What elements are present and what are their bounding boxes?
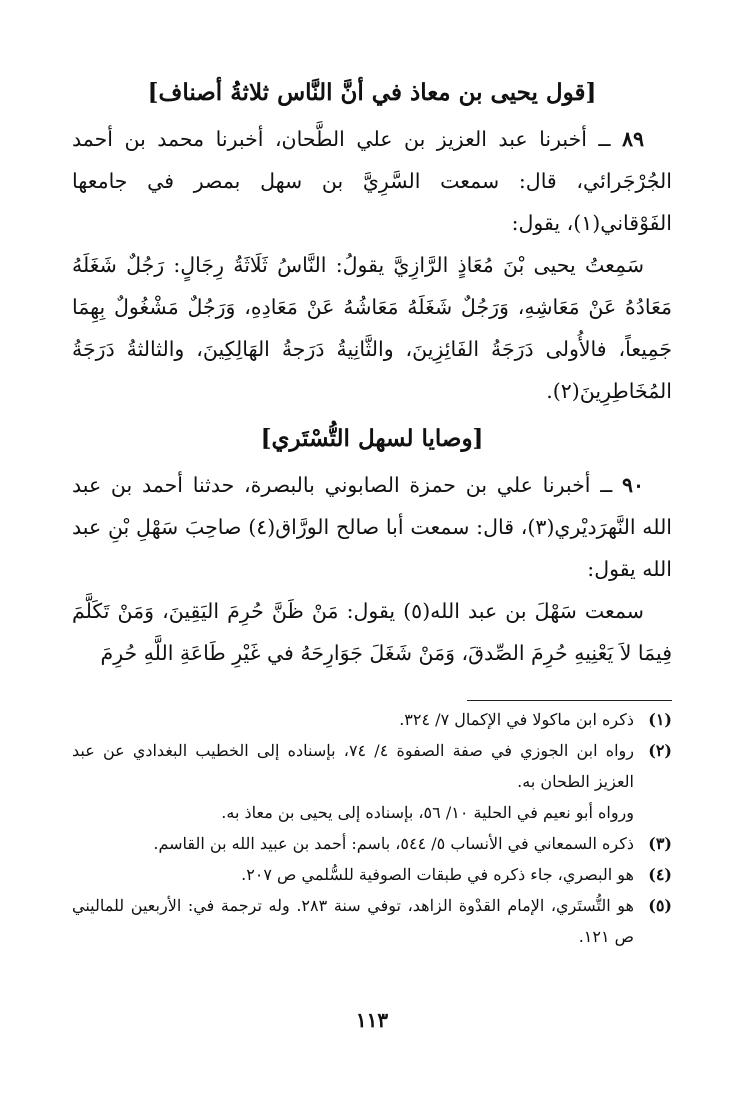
paragraph-90-isnad — [72, 464, 672, 590]
paragraph-89-quote: سَمِعتُ يحيى بْنَ مُعَاذٍ الرَّازِيَّ يقولُ: النَّاسُ ثَلَاثَةُ رِجَالٍ: رَجُلٌ شَغَلَهُ مَعَادُهُ عَنْ مَعَاشِهِ، وَرَجُلٌ شَغَلَهُ مَعَاشُهُ عَنْ مَعَادِهِ، وَرَجُلٌ مَشْغُولٌ بِهِمَا جَمِيعاً، فالأُولى دَرَجَةُ الفَائِزِينَ، والثَّانِيةُ دَرَجةُ الهَالِكِينَ، والثالثةُ دَرَجَةُ المُخَاطِرِينَ(٢). — [72, 253, 672, 403]
paragraph-number-89: ٨٩ — [621, 127, 644, 151]
footnote-4 — [72, 859, 672, 890]
book-page — [72, 72, 672, 1072]
footnote-text: هو التُّستَري، الإمام القدْوة الزاهد، توفي سنة ٢٨٣. وله ترجمة في: الأربعين للماليني ص ١٢١. — [72, 896, 634, 946]
footnote-2-continued — [72, 797, 672, 828]
paragraph-number-90: ٩٠ — [621, 473, 644, 497]
paragraph-89-isnad — [72, 118, 672, 244]
footnote-number: (١) — [648, 710, 672, 729]
footnote-5 — [72, 890, 672, 952]
section-heading-sahl: [وصايا لسهل التُّسْتَري] — [260, 425, 484, 452]
footnotes — [72, 704, 672, 952]
footnote-1 — [72, 704, 672, 735]
page-number: ١١٣ — [355, 1008, 389, 1032]
footnote-text: ذكره السمعاني في الأنساب ٥/ ٥٤٤، باسم: أحمد بن عبيد الله بن القاسم. — [153, 834, 634, 853]
footnote-text: ذكره ابن ماكولا في الإكمال ٧/ ٣٢٤. — [399, 710, 634, 729]
footnote-text: هو البصري، جاء ذكره في طبقات الصوفية للسُّلمي ص ٢٠٧. — [241, 865, 634, 884]
footnote-number: (٥) — [648, 896, 672, 915]
footnote-number: (٣) — [648, 834, 672, 853]
paragraph-90-text: ــ أخبرنا علي بن حمزة الصابوني بالبصرة، حدثنا أحمد بن عبد الله النَّهرَديْري(٣)، قال: سمعت أبا صالح الورَّاق(٤) صاحِبَ سَهْلِ بْنِ عبد الله يقول: — [72, 473, 673, 581]
paragraph-90-quote: سمعت سَهْلَ بن عبد الله(٥) يقول: مَنْ ظَنَّ حُرِمَ اليَقِينَ، وَمَنْ تَكَلَّمَ فِيمَا لاَ يَعْنِيهِ حُرِمَ الصِّدقَ، وَمَنْ شَغَلَ جَوَارِحَهُ في غَيْرِ طَاعَةِ اللَّهِ حُرِمَ — [72, 599, 672, 665]
footnote-text: رواه ابن الجوزي في صفة الصفوة ٤/ ٧٤، بإسناده إلى الخطيب البغدادي عن عبد العزيز الطحان به. — [72, 741, 635, 791]
footnote-number: (٤) — [648, 865, 672, 884]
footnote-2 — [72, 735, 672, 797]
footnote-number: (٢) — [648, 741, 672, 760]
footnote-divider — [467, 700, 672, 701]
footnote-3 — [72, 828, 672, 859]
section-heading-yahya: [قول يحيى بن معاذ في أنَّ النَّاس ثلاثةُ أصناف] — [147, 79, 597, 106]
footnote-text: ورواه أبو نعيم في الحلية ١٠/ ٥٦، بإسناده إلى يحيى بن معاذ به. — [221, 803, 634, 822]
paragraph-89-text: ــ أخبرنا عبد العزيز بن علي الطَّحان، أخبرنا محمد بن أحمد الجُرْجَرائي، قال: سمعت السَّرِيَّ بن سهل بمصر في جامعها الفَوْقاني(١)، يقول: — [72, 127, 672, 235]
